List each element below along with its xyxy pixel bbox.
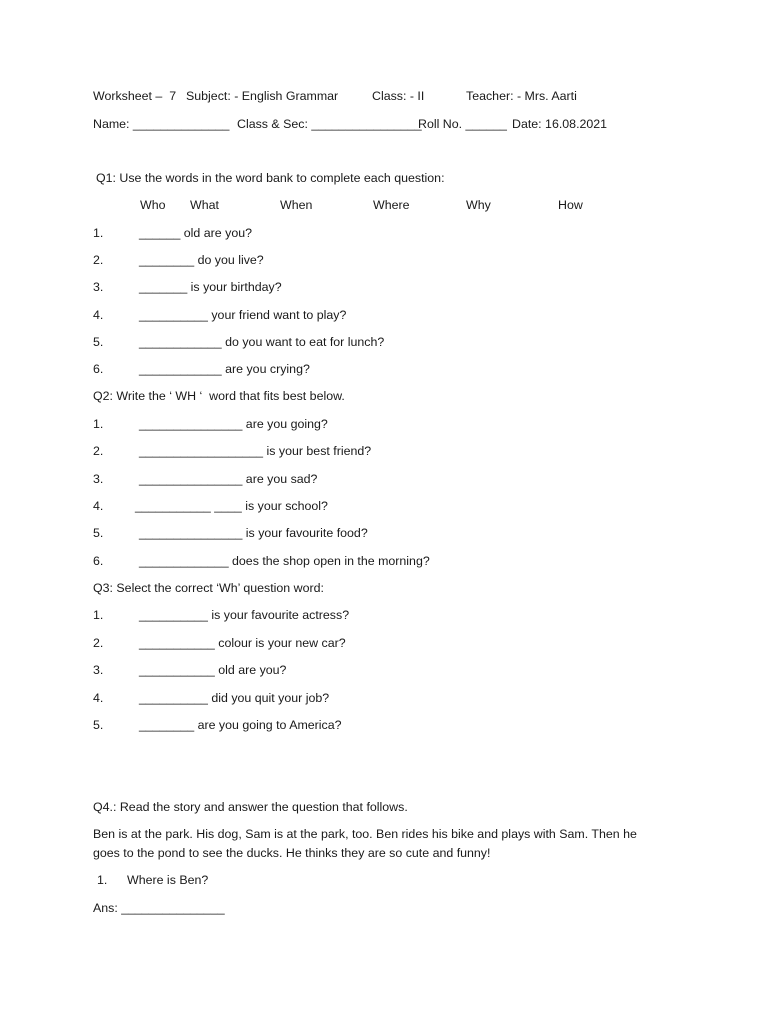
word-bank-word: Why (466, 198, 491, 212)
item-number: 3. (93, 280, 104, 294)
worksheet-number: Worksheet – 7 (93, 89, 177, 103)
item-number: 6. (93, 362, 104, 376)
name-field: Name: ______________ (93, 117, 230, 131)
question-item: ________ do you live? (139, 253, 264, 267)
question-item: _______________ are you going? (139, 417, 328, 431)
item-number: 3. (93, 663, 104, 677)
item-number: 1. (97, 873, 108, 887)
item-number: 4. (93, 499, 104, 513)
story-text-line: goes to the pond to see the ducks. He thinks they are so cute and funny! (93, 846, 491, 860)
word-bank-word: Where (373, 198, 410, 212)
question-item: _______________ is your favourite food? (139, 526, 368, 540)
item-number: 4. (93, 308, 104, 322)
question-item: ___________ old are you? (139, 663, 287, 677)
q3-heading: Q3: Select the correct ‘Wh’ question word: (93, 581, 324, 595)
question-item: __________ is your favourite actress? (139, 608, 350, 622)
item-number: 1. (93, 417, 104, 431)
item-number: 1. (93, 226, 104, 240)
question-item: __________ your friend want to play? (139, 308, 347, 322)
word-bank-word: When (280, 198, 313, 212)
subject-label: Subject: - English Grammar (186, 89, 339, 103)
item-number: 2. (93, 636, 104, 650)
item-number: 5. (93, 526, 104, 540)
story-question: Where is Ben? (127, 873, 209, 887)
item-number: 5. (93, 335, 104, 349)
question-item: _______ is your birthday? (139, 280, 282, 294)
date-label: Date: 16.08.2021 (512, 117, 608, 131)
question-item: ______ old are you? (139, 226, 252, 240)
roll-no-field: Roll No. ______ (418, 117, 507, 131)
q2-heading: Q2: Write the ‘ WH ‘ word that fits best below. (93, 389, 345, 403)
question-item: ___________ colour is your new car? (139, 636, 346, 650)
word-bank-word: Who (140, 198, 166, 212)
item-number: 1. (93, 608, 104, 622)
q4-heading: Q4.: Read the story and answer the question that follows. (93, 800, 408, 814)
item-number: 4. (93, 691, 104, 705)
item-number: 5. (93, 718, 104, 732)
question-item: ____________ do you want to eat for lunch? (139, 335, 385, 349)
class-label: Class: - II (372, 89, 425, 103)
item-number: 3. (93, 472, 104, 486)
q1-heading: Q1: Use the words in the word bank to complete each question: (96, 171, 445, 185)
answer-line: Ans: _______________ (93, 901, 225, 915)
item-number: 2. (93, 444, 104, 458)
question-item: ____________ are you crying? (139, 362, 310, 376)
question-item: _______________ are you sad? (139, 472, 318, 486)
class-sec-field: Class & Sec: ________________ (237, 117, 422, 131)
question-item: __________________ is your best friend? (139, 444, 372, 458)
item-number: 2. (93, 253, 104, 267)
item-number: 6. (93, 554, 104, 568)
question-item: ________ are you going to America? (139, 718, 342, 732)
word-bank-word: What (190, 198, 219, 212)
teacher-label: Teacher: - Mrs. Aarti (466, 89, 577, 103)
question-item: __________ did you quit your job? (139, 691, 330, 705)
word-bank-word: How (558, 198, 583, 212)
question-item: ___________ ____ is your school? (135, 499, 328, 513)
story-text-line: Ben is at the park. His dog, Sam is at the park, too. Ben rides his bike and plays with Sam. Then he (93, 827, 637, 841)
question-item: _____________ does the shop open in the morning? (139, 554, 430, 568)
